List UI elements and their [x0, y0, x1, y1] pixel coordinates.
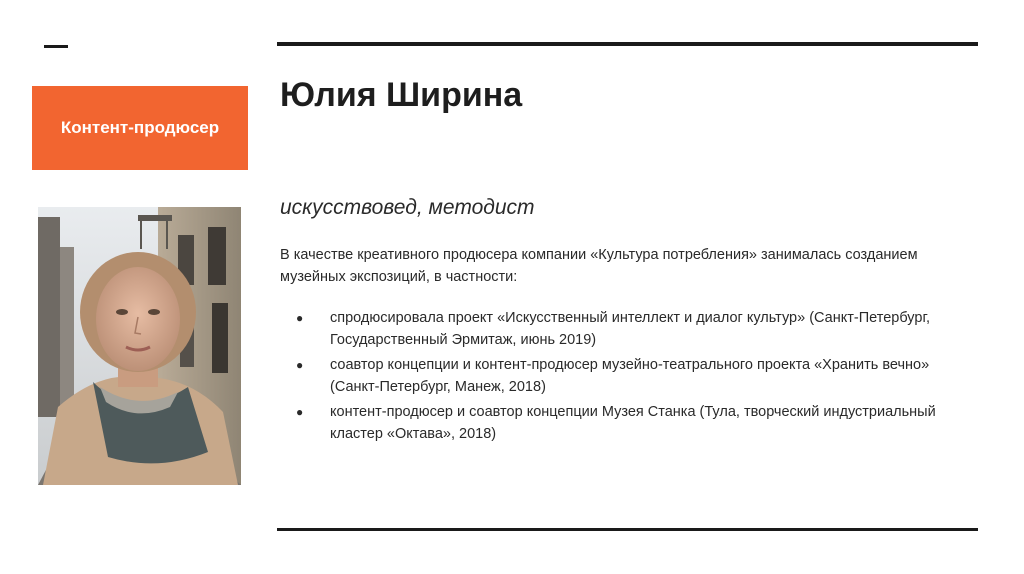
top-divider: [277, 42, 978, 46]
bullet-icon: ●: [296, 358, 304, 372]
intro-paragraph: В качестве креативного продюсера компании «Культура потребления» занималась созданием музейных экспозиций, в частности:: [280, 247, 918, 285]
list-item-text: контент-продюсер и соавтор концепции Музея Станка (Тула, творческий индустриальный кластер «Октава», 2018): [330, 404, 936, 442]
bullet-icon: ●: [296, 405, 304, 419]
profile-photo: [38, 207, 241, 485]
role-badge-label: Контент-продюсер: [60, 118, 220, 137]
bullet-icon: ●: [296, 311, 304, 325]
list-item: [280, 401, 940, 445]
person-subtitle: искусствовед, методист: [280, 196, 535, 219]
bottom-divider: [277, 528, 978, 531]
list-item: [280, 354, 940, 398]
list-item-text: соавтор концепции и контент-продюсер музейно-театрального проекта «Хранить вечно» (Санкт-Петербург, Манеж, 2018): [330, 357, 930, 395]
achievements-list: [280, 307, 940, 448]
role-badge: [32, 86, 248, 170]
person-photo-icon: [38, 207, 241, 485]
person-name: Юлия Ширина: [280, 76, 523, 114]
decorative-dash: [44, 45, 68, 48]
list-item: [280, 307, 940, 351]
list-item-text: спродюсировала проект «Искусственный интеллект и диалог культур» (Санкт-Петербург, Государственный Эрмитаж, июнь 2019): [330, 310, 931, 348]
